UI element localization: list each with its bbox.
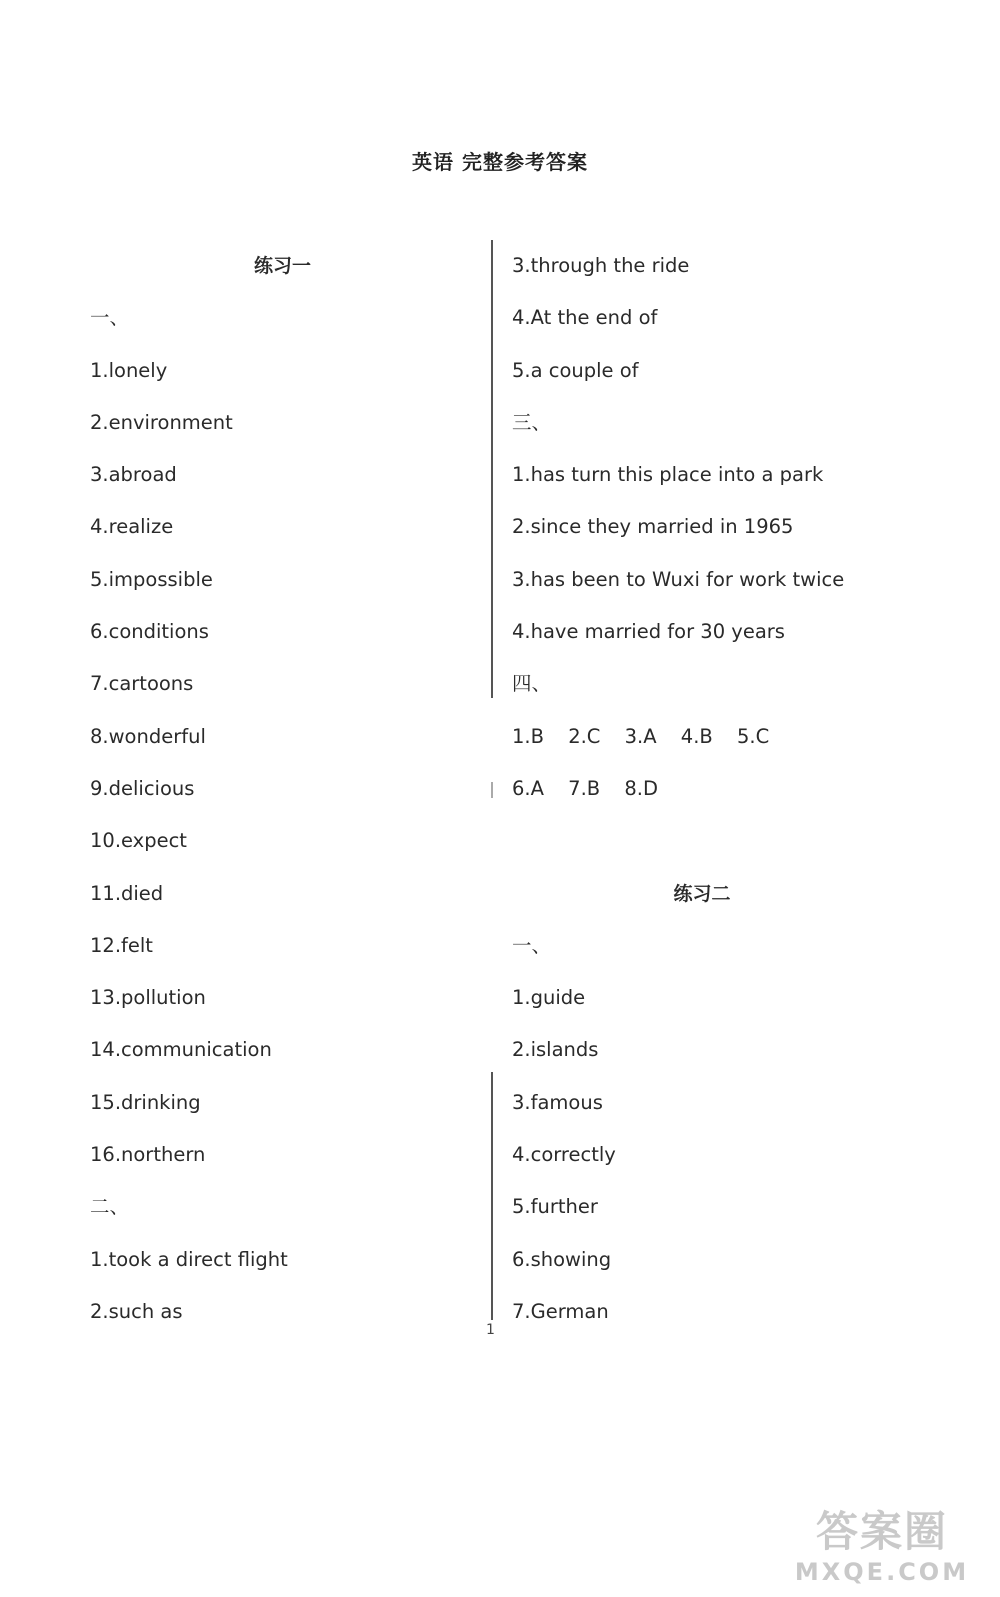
answer-item: 9.delicious <box>90 776 195 800</box>
answer-item: 1.guide <box>512 986 586 1010</box>
choice-answer: 2.C <box>568 724 601 748</box>
choice-answer: 6.A <box>512 776 544 800</box>
choice-answer: 3.A <box>624 724 657 748</box>
section-label: 三、 <box>512 410 552 434</box>
exercise-1-heading: 练习一 <box>253 255 311 277</box>
answer-item: 1.has turn this place into a park <box>512 463 824 487</box>
choice-answer: 5.C <box>736 724 770 748</box>
choice-answer: 1.B <box>512 724 544 748</box>
column-divider-lower <box>491 1072 493 1320</box>
answer-item: 3.famous <box>512 1090 603 1114</box>
watermark-logo-text: 答案圈 <box>815 1507 948 1556</box>
answer-item: 3.has been to Wuxi for work twice <box>512 567 845 591</box>
answer-item: 13.pollution <box>90 986 206 1010</box>
watermark-url: MXQE.COM <box>794 1558 970 1586</box>
answer-item: 4.have married for 30 years <box>512 620 785 644</box>
answer-item: 3.through the ride <box>512 254 690 277</box>
page-title: 英语 完整参考答案 <box>412 150 588 174</box>
answer-item: 2.such as <box>90 1299 183 1323</box>
choice-answer: 8.D <box>624 776 658 800</box>
answer-item: 2.environment <box>90 410 233 434</box>
section-label: 一、 <box>512 933 552 957</box>
answer-item: 3.abroad <box>90 463 177 487</box>
spacer <box>512 815 952 867</box>
choice-answer: 4.B <box>680 724 713 748</box>
answer-item: 4.realize <box>90 515 174 539</box>
exercise-2-heading: 练习二 <box>673 882 731 905</box>
left-column <box>90 240 470 1338</box>
section-label: 二、 <box>90 1195 130 1219</box>
answer-item: 2.islands <box>512 1038 599 1062</box>
section-label: 四、 <box>512 672 552 696</box>
answer-item: 14.communication <box>90 1038 272 1062</box>
answer-item: 4.correctly <box>512 1143 616 1167</box>
answer-item: 11.died <box>90 881 164 905</box>
choice-answers-row <box>512 763 952 815</box>
answer-item: 16.northern <box>90 1143 206 1167</box>
answer-item: 10.expect <box>90 829 187 853</box>
choice-answers-row <box>512 711 952 763</box>
choice-answer: 7.B <box>568 776 601 800</box>
answer-item: 8.wonderful <box>90 724 206 748</box>
answer-item: 1.took a direct flight <box>90 1247 288 1271</box>
answer-item: 7.cartoons <box>90 672 194 696</box>
answer-item: 1.lonely <box>90 358 168 382</box>
column-divider <box>491 240 493 698</box>
answer-item: 12.felt <box>90 933 153 957</box>
answer-item: 15.drinking <box>90 1090 201 1114</box>
answer-item: 7.German <box>512 1299 609 1323</box>
answer-item: 2.since they married in 1965 <box>512 515 794 539</box>
page-number: 1 <box>486 1322 495 1338</box>
site-watermark <box>792 1507 972 1587</box>
answer-item: 6.showing <box>512 1247 612 1271</box>
section-label: 一、 <box>90 306 130 330</box>
answer-item: 5.a couple of <box>512 358 639 382</box>
answer-item: 6.conditions <box>90 620 209 644</box>
answer-item: 5.impossible <box>90 567 213 591</box>
column-divider-fragment <box>491 782 493 798</box>
answer-item: 5.further <box>512 1195 598 1219</box>
right-column <box>512 240 952 1338</box>
answer-item: 4.At the end of <box>512 306 658 330</box>
